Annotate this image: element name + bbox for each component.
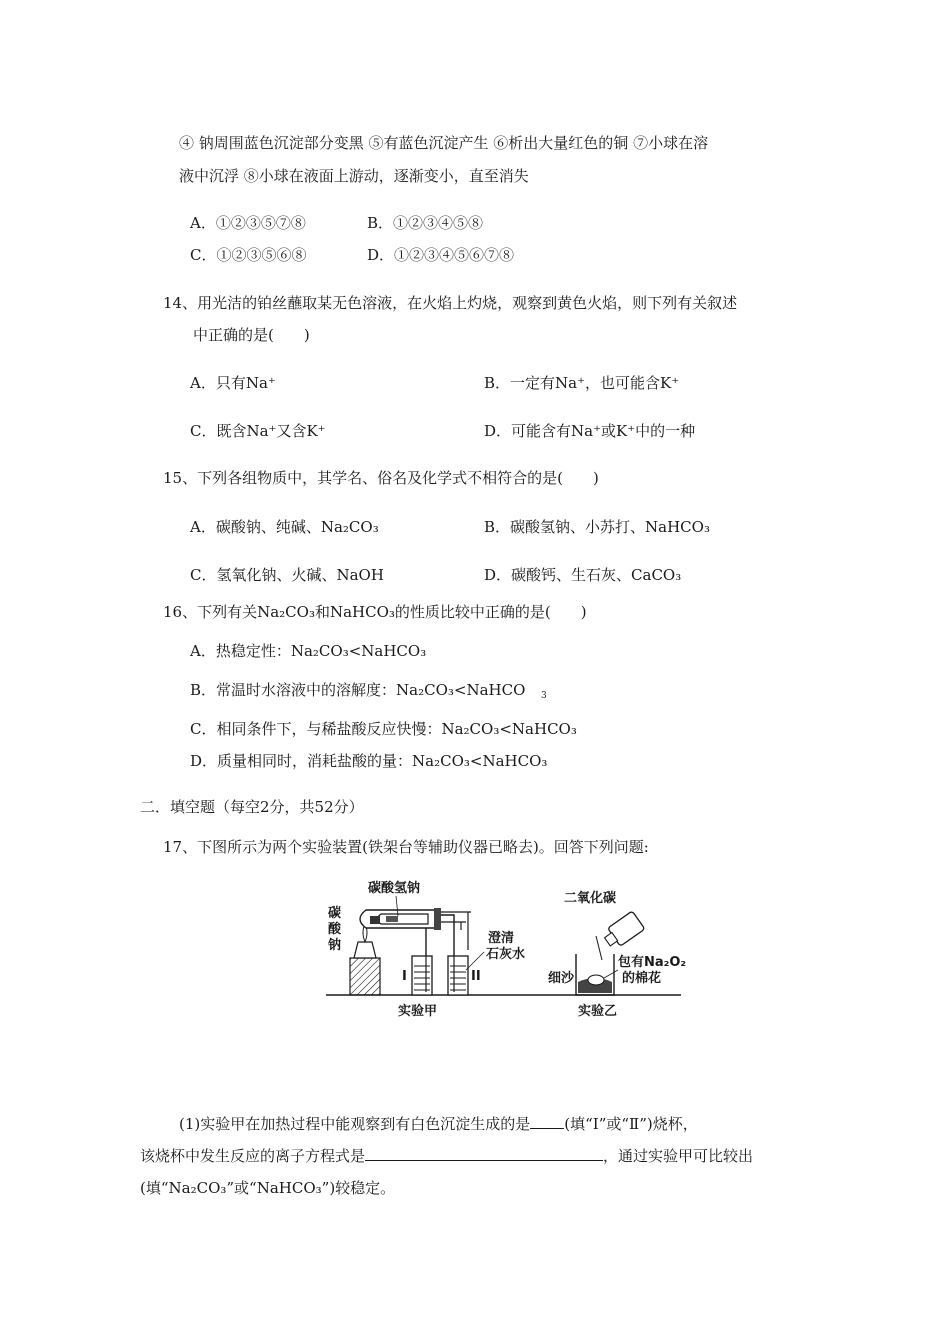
q13-option-c: C．①②③⑤⑥⑧ [190,246,307,264]
q17-stem: 17、下图所示为两个实验装置(铁架台等辅助仪器已略去)。回答下列问题: [163,838,649,856]
q15-option-d: D．碳酸钙、生石灰、CaCO₃ [484,566,682,584]
burner-base [350,958,380,995]
label-experiment-a: 实验甲 [398,1004,438,1019]
label-cotton-2: 的棉花 [622,971,662,986]
q13-option-b: B．①②③④⑤⑧ [367,214,484,232]
q17-sub1-text-3: 该烧杯中发生反应的离子方程式是 [140,1147,366,1165]
inner-test-tube [378,914,429,924]
q15-option-c: C．氢氧化钠、火碱、NaOH [190,566,384,584]
alcohol-lamp [354,942,376,958]
q16-option-b: B．常温时水溶液中的溶解度：Na₂CO₃<NaHCO [190,681,526,699]
stopper [434,908,441,930]
q14-option-b: B．一定有Na⁺，也可能含K⁺ [484,374,680,392]
q17-sub1-text-2: (填“Ⅰ”或“Ⅱ”)烧杯， [564,1115,698,1133]
q14-stem-line-2: 中正确的是( ) [193,326,310,344]
q16-stem: 16、下列有关Na₂CO₃和NaHCO₃的性质比较中正确的是( ) [163,603,587,621]
sodium-carbonate-solid [370,916,380,924]
q17-sub1-text-4: ，通过实验甲可比较出 [603,1147,754,1165]
label-beaker-2: II [471,969,481,984]
section-heading: 二．填空题（每空2分，共52分） [140,798,364,816]
q14-option-c: C．既含Na⁺又含K⁺ [190,422,326,440]
experiment-apparatus-figure [326,870,686,1020]
q16-option-d: D．质量相同时，消耗盐酸的量：Na₂CO₃<NaHCO₃ [190,752,548,770]
label-cotton-1: 包有Na₂O₂ [618,955,686,970]
label-limewater-1: 澄清 [488,931,515,946]
q13-line-2: 液中沉浮 ⑧小球在液面上游动，逐渐变小，直至消失 [179,167,529,185]
q13-option-a: A．①②③⑤⑦⑧ [190,214,306,232]
label-sodium-carbonate-2: 酸 [328,922,342,937]
q15-option-a: A．碳酸钠、纯碱、Na₂CO₃ [190,518,379,536]
q17-sub1-line-3: (填“Na₂CO₃”或“NaHCO₃”)较稳定。 [140,1179,396,1197]
label-sodium-carbonate-3: 钠 [328,938,342,953]
q17-sub1-line-2 [140,1145,753,1166]
label-sodium-carbonate-1: 碳 [328,906,342,921]
label-beaker-1: I [402,969,407,984]
q15-option-b: B．碳酸氢钠、小苏打、NaHCO₃ [484,518,710,536]
label-fine-sand: 细沙 [548,971,575,986]
q14-option-d: D．可能含有Na⁺或K⁺中的一种 [484,422,696,440]
beaker-1 [412,956,432,995]
q13-option-d: D．①②③④⑤⑥⑦⑧ [367,246,515,264]
cotton-ball [588,975,604,985]
gas-bottle [601,911,645,951]
beaker-2 [448,956,468,995]
label-carbon-dioxide: 二氧化碳 [564,891,617,906]
q16-option-c: C．相同条件下，与稀盐酸反应快慢：Na₂CO₃<NaHCO₃ [190,720,577,738]
q16-option-b-subscript: 3 [541,691,547,701]
answer-blank-beaker[interactable] [530,1113,564,1129]
answer-blank-equation[interactable] [365,1145,603,1161]
label-sodium-bicarbonate: 碳酸氢钠 [368,881,421,896]
sodium-bicarbonate-solid [386,916,398,922]
label-experiment-b: 实验乙 [578,1004,618,1019]
q17-sub1-text-1: (1)实验甲在加热过程中能观察到有白色沉淀生成的是 [179,1115,531,1133]
q14-stem-line-1: 14、用光洁的铂丝蘸取某无色溶液，在火焰上灼烧，观察到黄色火焰，则下列有关叙述 [163,294,738,312]
label-limewater-2: 石灰水 [486,947,526,962]
q16-option-a: A．热稳定性：Na₂CO₃<NaHCO₃ [190,642,427,660]
q15-stem: 15、下列各组物质中，其学名、俗名及化学式不相符合的是( ) [163,469,599,487]
q14-option-a: A．只有Na⁺ [190,374,276,392]
q17-sub1-line-1 [179,1113,698,1134]
q13-line-1: ④ 钠周围蓝色沉淀部分变黑 ⑤有蓝色沉淀产生 ⑥析出大量红色的铜 ⑦小球在溶 [179,134,709,152]
